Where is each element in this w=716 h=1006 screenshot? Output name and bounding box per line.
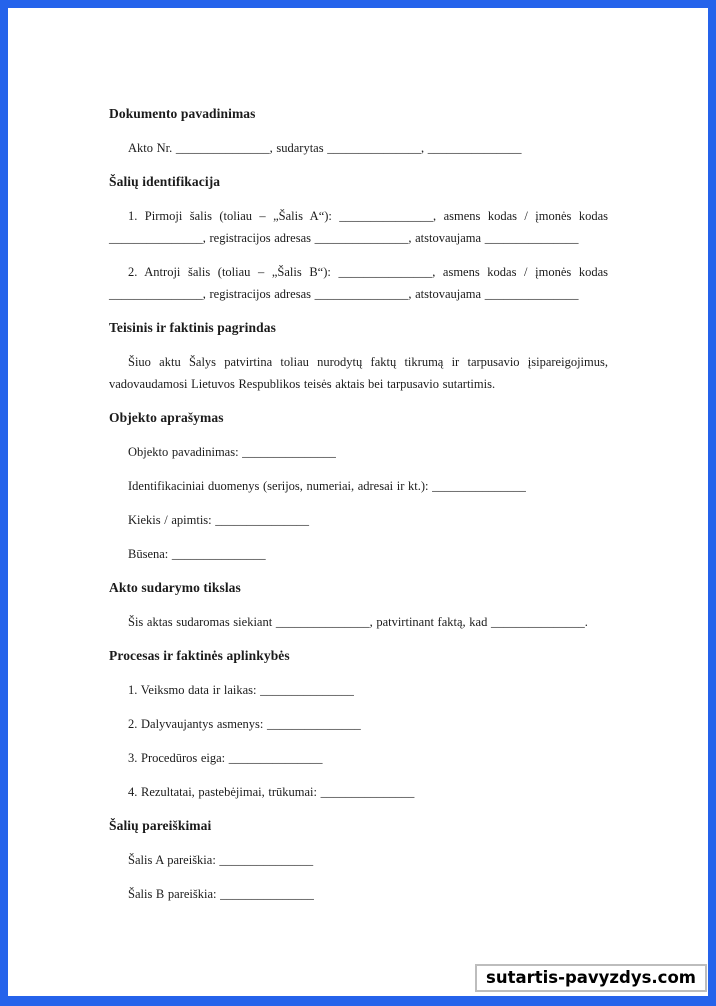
field-busena: Būsena: _______________	[128, 547, 266, 561]
line-akto-nr: Akto Nr. _______________, sudarytas _______________, _______________	[128, 141, 522, 155]
heading-saliu-pareiskimai: Šalių pareiškimai	[109, 818, 212, 833]
heading-procesas-ir-faktines-aplinkybes: Procesas ir faktinės aplinkybės	[109, 648, 290, 663]
heading-dokumento-pavadinimas: Dokumento pavadinimas	[109, 106, 256, 121]
field-salis-a-pareiskia: Šalis A pareiškia: _______________	[128, 853, 314, 867]
para-akto-tikslas: Šis aktas sudaromas siekiant _______________, patvirtinant faktą, kad _______________.	[128, 615, 588, 629]
watermark-label: sutartis-pavyzdys.com	[486, 968, 696, 987]
heading-akto-sudarymo-tikslas: Akto sudarymo tikslas	[109, 580, 241, 595]
watermark-badge	[475, 964, 707, 992]
heading-teisinis-ir-faktinis-pagrindas: Teisinis ir faktinis pagrindas	[109, 320, 276, 335]
heading-saliu-identifikacija: Šalių identifikacija	[109, 174, 221, 189]
para-teisinis-pagrindas: Šiuo aktu Šalys patvirtina toliau nurodytų faktų tikrumą ir tarpusavio įsipareigojimus, vadovaudamosi Lietuvos Respublikos teisės aktais bei tarpusavio sutartimis.	[109, 355, 608, 391]
field-kiekis-apimtis: Kiekis / apimtis: _______________	[128, 513, 310, 527]
field-proceduros-eiga: 3. Procedūros eiga: _______________	[128, 751, 323, 765]
para-pirmoji-salis: 1. Pirmoji šalis (toliau – „Šalis A“): _______________, asmens kodas / įmonės kodas _______________, registracijos adresas _______________, atstovaujama _______________	[109, 209, 608, 245]
document-body	[8, 8, 708, 905]
field-salis-b-pareiskia: Šalis B pareiškia: _______________	[128, 887, 314, 901]
heading-objekto-aprasymas: Objekto aprašymas	[109, 410, 224, 425]
field-dalyvaujantys-asmenys: 2. Dalyvaujantys asmenys: _______________	[128, 717, 361, 731]
field-objekto-pavadinimas: Objekto pavadinimas: _______________	[128, 445, 336, 459]
para-antroji-salis: 2. Antroji šalis (toliau – „Šalis B“): _______________, asmens kodas / įmonės kodas _______________, registracijos adresas _______________, atstovaujama _______________	[109, 265, 608, 301]
field-rezultatai-pastebejimai-trukumai: 4. Rezultatai, pastebėjimai, trūkumai: _______________	[128, 785, 415, 799]
field-veiksmo-data-ir-laikas: 1. Veiksmo data ir laikas: _______________	[128, 683, 354, 697]
field-identifikaciniai-duomenys: Identifikaciniai duomenys (serijos, numeriai, adresai ir kt.): _______________	[128, 479, 526, 493]
